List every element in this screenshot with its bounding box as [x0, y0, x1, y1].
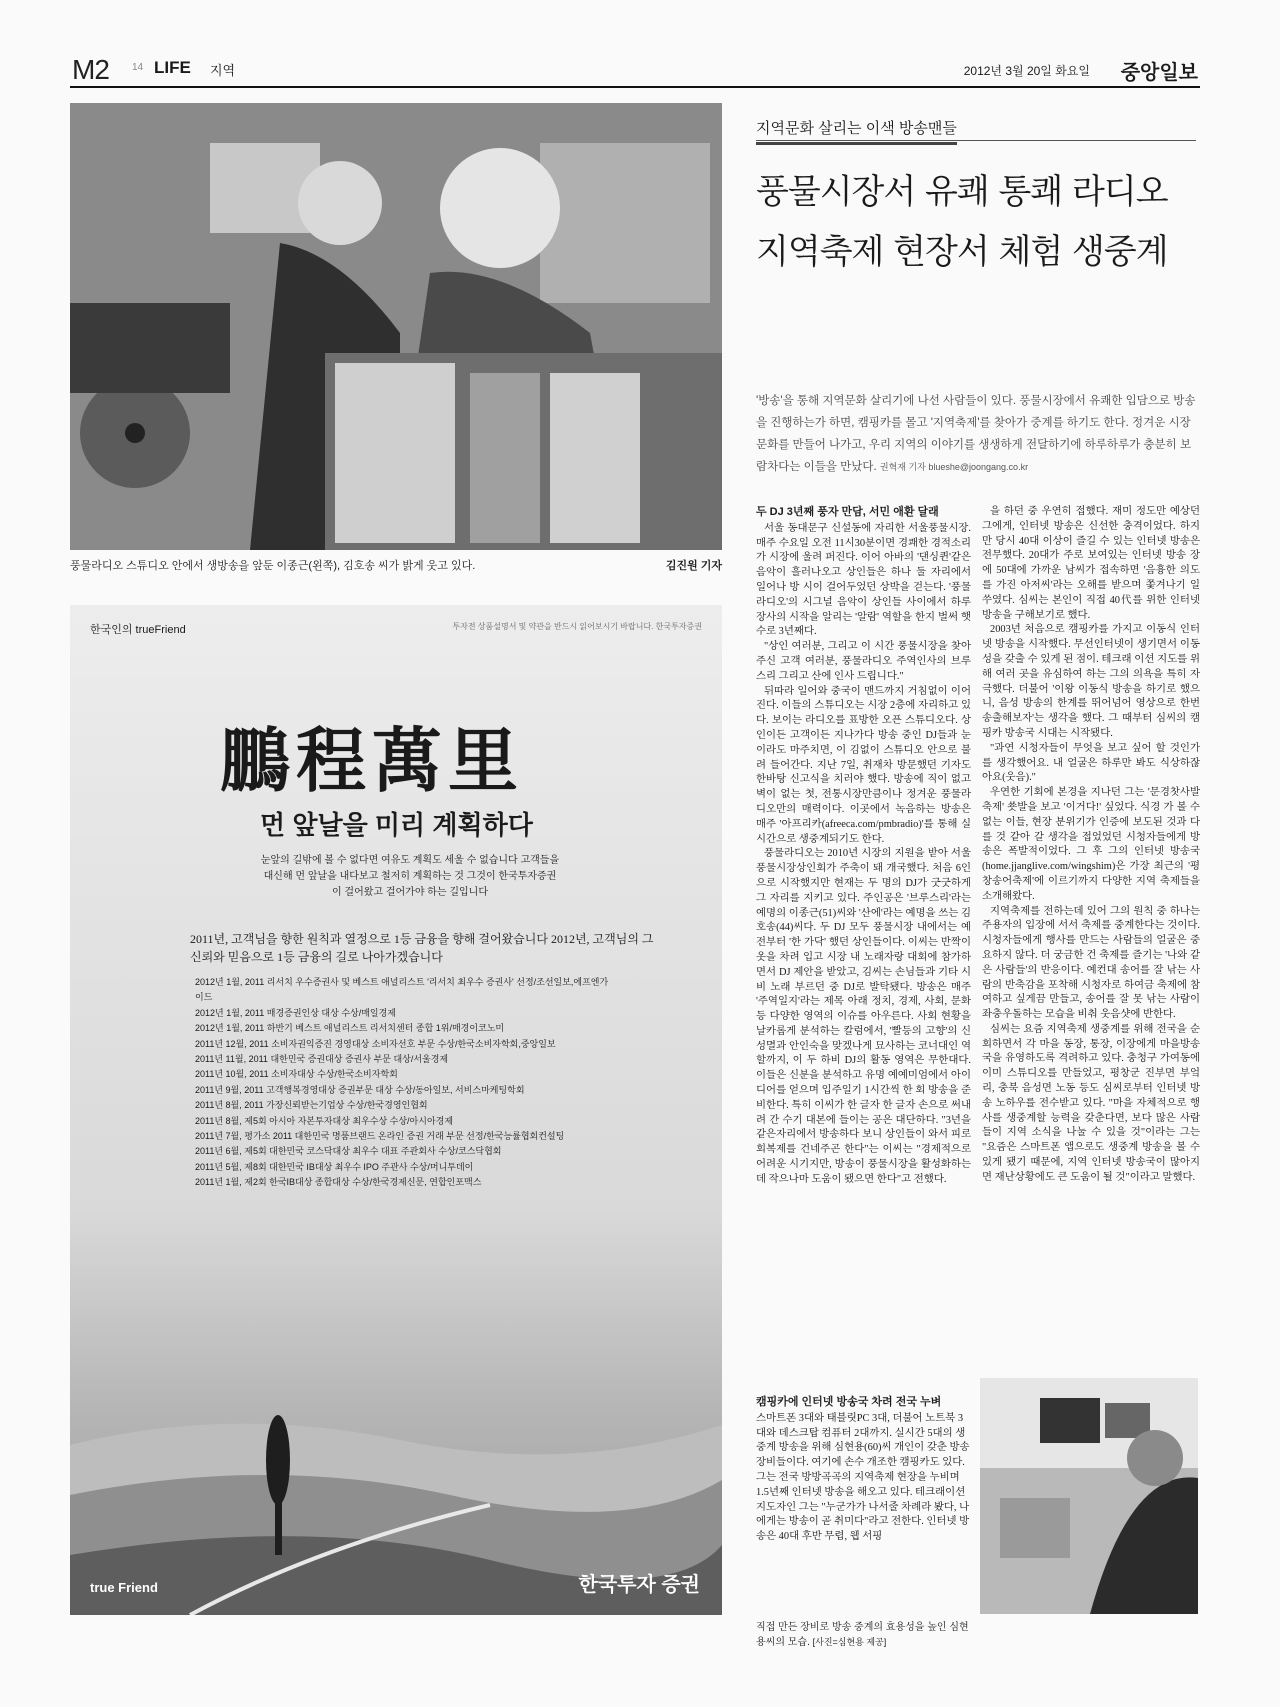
newspaper-name: 중앙일보 — [1120, 62, 1198, 84]
main-photo-caption-text: 풍물라디오 스튜디오 안에서 생방송을 앞둔 이종근(왼쪽), 김호송 씨가 밝게 웃고 있다. — [70, 560, 476, 572]
article-kicker: 지역문화 살리는 이색 방송맨들 — [756, 117, 957, 145]
article-intro-text: '방송'을 통해 지역문화 살리기에 나선 사람들이 있다. 풍물시장에서 유쾌한 입담으로 방송을 진행하는가 하면, 캠핑카를 몰고 '지역축제'를 찾아가 중계를 하기도 한다. 정겨운 시장 문화를 만들어 나가고, 우리 지역의 이야기를 생생하게 전달하기에 하루하루가 충분히 보람차다는 이들을 만났다. — [756, 395, 1196, 473]
article-paragraph: 뒤따라 일어와 중국이 맨드까지 거침없이 이어진다. 이들의 스튜디오는 시장 2층에 자리하고 있다. 보이는 라디오를 표방한 오픈 스튜디오다. 상인이든 고객이든 지나가다 방송 중인 DJ들과 눈이라도 마주치면, 이 김없이 스튜디오 안으로 불려 들어간다. 지난 7일, 취재차 방문했던 기자도 한바탕 신고식을 치러야 했다. 방송에 직이 없고 벽이 없는 첫, 전통시장만큼이나 정겨운 풍물라디오만의 매력이다. 이곳에서 녹음하는 방송은 매주 '아프리카(afreeca.com/pmbradio)'를 통해 실시간으로 생중계되기도 한다. — [756, 685, 971, 845]
ad-fine-print: 투자전 상품설명서 및 약관을 반드시 읽어보시기 바랍니다. 한국투자증권 — [452, 622, 702, 631]
ad-award-item: 2012년 1월, 2011 하반기 베스트 애널리스트 리서치센터 종합 1위/매경이코노미 — [195, 1023, 505, 1034]
article-headline — [756, 162, 1196, 282]
article-paragraph: 심씨는 요즘 지역축제 생중계를 위해 전국을 순회하면서 각 마을 동장, 통장, 이장에게 마을방송국을 유영하도록 격려하고 있다. 충청구 가여동에 이미 스튜디오를 만들었고, 평창군 진부면 부엌리, 충북 음성면 노동 등도 심씨로부터 인터넷 방송 노하우를 전수받고 있다. "마을 자체적으로 행사를 생중계할 능력을 갖춘다면, 보다 많은 사람들이 지역 소식을 나눌 수 있을 것"이라는 그는 "요즘은 스마트폰 앱으로도 생중계 방송을 볼 수 있게 됐기 때문에, 지역 인터넷 방송국이 많아지면 재난상황에도 큰 도움이 될 것"이라고 말했다. — [982, 1023, 1200, 1183]
article-paragraph: "상인 여러분, 그리고 이 시간 풍물시장을 찾아주신 고객 여러분, 풍물라디오 주역인사의 브루스리 그리고 산에 인사 드립니다." — [756, 641, 971, 682]
ad-award-item: 2011년 8월, 제5회 아시아 자본투자대상 최우수상 수상/아시아경제 — [195, 1115, 454, 1126]
article-column-1-bottom — [756, 1395, 971, 1545]
article-paragraph: 풍물라디오는 2010년 시장의 지원을 받아 서울풍물시장상인회가 주축이 돼 개국했다. 처음 6인으로 시작했지만 현재는 두 명의 DJ가 굿굿하게 그 자리를 지키고 있다. 주인공은 '브루스리'라는 예명의 이종근(51)씨와 '산에'라는 예명을 쓰는 김호송(44)씨다. 두 DJ 모두 풍물시장 내에서는 예전부터 '한 가닥' 했던 상인들이다. 이씨는 반짝이옷을 차려 입고 시장 내 노래자랑 대회에 참가하면서 DJ 제안을 받았고, 김씨는 손님들과 기타 시비 노래 부르던 중 DJ로 발탁됐다. 방송은 매주 '주역일지'라는 제목 아래 정치, 경제, 사회, 문화 등 다양한 영역의 이슈를 아우른다. 사회 현황을 날카롭게 분석하는 칼럼에서, '빨등의 고향'의 신성멸과 안인숙을 맞겠나게 묘사하는 코너대인 역할까지, 이 두 하비 DJ의 활동 영역은 무한대다. 이들은 신분을 분석하고 유명 예예미엄에서 아이디어를 얻으며 입주일기 1시간씩 한 회 방송을 준비한다. 특히 이씨가 한 글자 한 글자 손으로 써내려 간 수기 대본에 들이는 공은 대단하다. "3년을 같은자리에서 방송하다 보니 상인들이 와서 피로회복제를 건네주곤 한다"는 이씨는 "경제적으로 어려운 시기지만, 방송이 풍물시장을 활성화하는데 작으나마 도움이 됐으면 한다"고 전했다. — [756, 848, 971, 1185]
section-1-title: 두 DJ 3년째 풍자 만담, 서민 애환 달래 — [756, 506, 939, 518]
ad-award-item: 2011년 11월, 2011 대한민국 증권대상 증권사 부문 대상/서울경제 — [195, 1054, 449, 1065]
article-column-2 — [982, 505, 1200, 1186]
article-paragraph: "과연 시청자들이 무엇을 보고 싶어 할 것인가를 생각했어요. 내 얼굴은 하루만 봐도 식상하잖아요(웃음)." — [982, 742, 1200, 784]
advertisement — [70, 605, 722, 1615]
ad-lead: 2011년, 고객님을 향한 원칙과 열정으로 1등 금융을 향해 걸어왔습니다 2012년, 고객님의 그 신뢰와 믿음으로 1등 금융의 길로 나아가겠습니다 — [190, 932, 654, 964]
ad-award-item: 2012년 1월, 2011 리서치 우수증권사 및 베스트 애널리스트 '리서치 최우수 증권사' 선정/조선일보,에프엔가이드 — [195, 977, 609, 1003]
camping-car-broadcast-photo — [980, 1378, 1198, 1614]
article-intro — [756, 390, 1196, 478]
ad-headline: 먼 앞날을 미리 계획하다 — [260, 810, 533, 840]
radio-studio-photo-art — [70, 103, 722, 550]
page-header — [70, 52, 1200, 88]
article-paragraph: 지역축제를 전하는데 있어 그의 원칙 중 하나는 주용자의 입장에 서서 축제를 중계한다는 것이다. 시청자들에게 행사를 만드는 사람들의 얼굴은 중요하지 않다. 더 궁금한 건 축제를 즐기는 '나와 같은 사람들'의 반응이다. 예컨대 송어를 잘 낚는 사람의 반축감을 포착해 시청자로 하여금 축제에 참여하고 싶게끔 만들고, 송어를 잘 못 낚는 사람이 좌충우돌하는 모습을 비춰 웃음샷에 반한다. — [982, 905, 1200, 1021]
main-photo-credit: 김진원 기자 — [665, 560, 722, 572]
radio-studio-photo — [70, 103, 722, 550]
issue-date: 2012년 3월 20일 화요일 — [963, 64, 1090, 78]
page-small-number: 14 — [132, 62, 144, 73]
subsection-title: 지역 — [210, 63, 236, 78]
headline-line-1: 풍물시장서 유쾌 통쾌 라디오 — [756, 172, 1168, 212]
article-paragraph: 을 하던 중 우연히 접했다. 재미 정도만 예상던 그에게, 인터넷 방송은 신선한 충격이었다. 하지만 당시 40대 이상이 즐길 수 있는 인터넷 방송은 전무했다. 20대가 주로 보여있는 인터넷 방송 장에 50대에 가까운 남씨가 접속하면 '음흉한 의도를 가진 아저씨'라는 오해를 받으며 쫓겨나기 일쑤였다. 심씨는 본인이 직접 40代를 위한 인터넷 방송을 구해보기로 했다. — [982, 506, 1200, 621]
ad-award-item: 2011년 5월, 제8회 대한민국 IB대상 최우수 IPO 주관사 수상/머니투데이 — [195, 1161, 474, 1172]
ad-award-item: 2011년 12월, 2011 소비자권익증진 경영대상 소비자선호 부문 수상/한국소비자학회,중앙일보 — [195, 1038, 556, 1049]
ad-awards-list — [195, 975, 615, 1191]
article-paragraph: 우연한 기회에 본경을 지나던 그는 '문경찻사발축제' 쑛발을 보고 '이거다!' 싶었다. 식경 가 볼 수 없는 이들, 현장 분위기가 인증에 보도된 것과 다를 것 같아 갈 생각을 접었었던 시청자들에게 방송은 폭발적이었다. 그 후 그의 인터넷 방송국(home.jjanglive.com/wingshim)은 가장 최근의 '평창송어축제'에 이르기까지 다양한 지역 축제들을 소개해왔다. — [982, 787, 1200, 902]
ad-award-item: 2011년 9월, 2011 고객행복경영대상 증권부문 대상 수상/동아일보, 서비스마케팅학회 — [195, 1084, 525, 1095]
ad-paragraph: 눈앞의 길밖에 볼 수 없다면 여유도 계획도 세울 수 없습니다 고객들을 대신해 먼 앞날을 내다보고 철저히 계획하는 것 그것이 한국투자증권이 걸어왔고 걸어가야 하는 길입니다 — [260, 855, 560, 898]
ad-award-item: 2011년 10월, 2011 소비자대상 수상/한국소비자학회 — [195, 1069, 398, 1080]
main-photo-caption — [70, 557, 722, 573]
ad-award-item: 2011년 7월, 평가소 2011 대한민국 명품브랜드 온라인 증권 거래 부문 선정/한국능률협회컨설팅 — [195, 1131, 565, 1142]
small-photo-credit: [사진=심현용 제공] — [812, 1637, 887, 1647]
ad-award-item: 2011년 6월, 제5회 대한민국 코스닥대상 최우수 대표 주관회사 수상/코스닥협회 — [195, 1146, 502, 1157]
ad-brand-bottom: true Friend — [90, 1580, 158, 1595]
small-photo-caption — [756, 1620, 976, 1650]
kicker-rule — [756, 140, 1196, 141]
ad-award-item: 2011년 8월, 2011 가장신뢰받는기업상 수상/한국경영인협회 — [195, 1100, 428, 1111]
article-paragraph: 스마트폰 3대와 태블릿PC 3대, 더불어 노트북 3대와 데스크탑 컴퓨터 2대까지. 실시간 5대의 생중계 방송을 위해 심현용(60)씨 개인이 갖춘 방송장비들이다. 여기에 손수 개조한 캠핑카도 있다. 그는 전국 방방곡곡의 지역축제 현장을 누비며 1.5년째 인터넷 방송을 해오고 있다. 테크래이션 지도자인 그는 "누군가가 나서줄 차례라 봤다, 나에게는 방송이 곧 취미다"라고 전한다. 인터넷 방송은 40대 후반 무렵, 웹 서핑 — [756, 1412, 970, 1543]
ad-award-item: 2011년 1월, 제2회 한국IB대상 종합대상 수상/한국경제신문, 연합인포맥스 — [195, 1177, 482, 1188]
ad-brand-top: 한국인의 trueFriend — [90, 624, 186, 636]
article-byline: 권혁재 기자 blueshe@joongang.co.kr — [879, 462, 1029, 472]
page-number: M2 — [72, 54, 109, 85]
camping-car-photo-art — [980, 1378, 1198, 1614]
article-paragraph: 2003년 처음으로 캠핑카를 가지고 이동식 인터넷 방송을 시작했다. 무선인터넷이 생기면서 이동성을 갖출 수 있게 된 점이. 테크래 이션 지도를 위해 여러 곳을 유심하여 하는 그의 의욕을 특히 자극했다. 더불어 '이왕 이동식 방송을 하기로 했으니, 음성 방송의 한계를 뛰어넘어 영상으로 한번 송출해보자'는 생각을 했다. 그 때부터 심씨의 캠핑카 방송국 시대는 시작됐다. — [982, 624, 1200, 739]
ad-company-bottom: 한국투자 증권 — [578, 1574, 700, 1596]
small-photo-caption-text: 직접 만든 장비로 방송 중계의 효용성을 높인 심현용씨의 모습. — [756, 1622, 969, 1648]
ad-big-title: 鵬程萬里 — [220, 719, 524, 802]
headline-line-2: 지역축제 현장서 체험 생중계 — [756, 232, 1168, 272]
ad-award-item: 2012년 1월, 2011 매경증권인상 대상 수상/매일경제 — [195, 1007, 396, 1018]
article-column-1 — [756, 505, 971, 1188]
article-paragraph: 서울 동대문구 신설동에 자리한 서울풍물시장. 매주 수요일 오전 11시30분이면 경쾌한 경적소리가 시장에 울려 퍼진다. 이어 아바의 '댄싱퀸'같은 음악이 흘러나오고 상인들은 하나 둘 자리에서 일어나 방 시이 걸어두었던 상박을 걷는다. '풍물라디오'의 시그널 음악이 상인들 사이에서 하루 장사의 시작을 알리는 '알람' 역할을 한지 벌써 햇수로 3년째다. — [756, 522, 971, 638]
section-2-title: 캠핑카에 인터넷 방송국 차려 전국 누벼 — [756, 1396, 942, 1408]
section-title: LIFE — [154, 58, 191, 77]
